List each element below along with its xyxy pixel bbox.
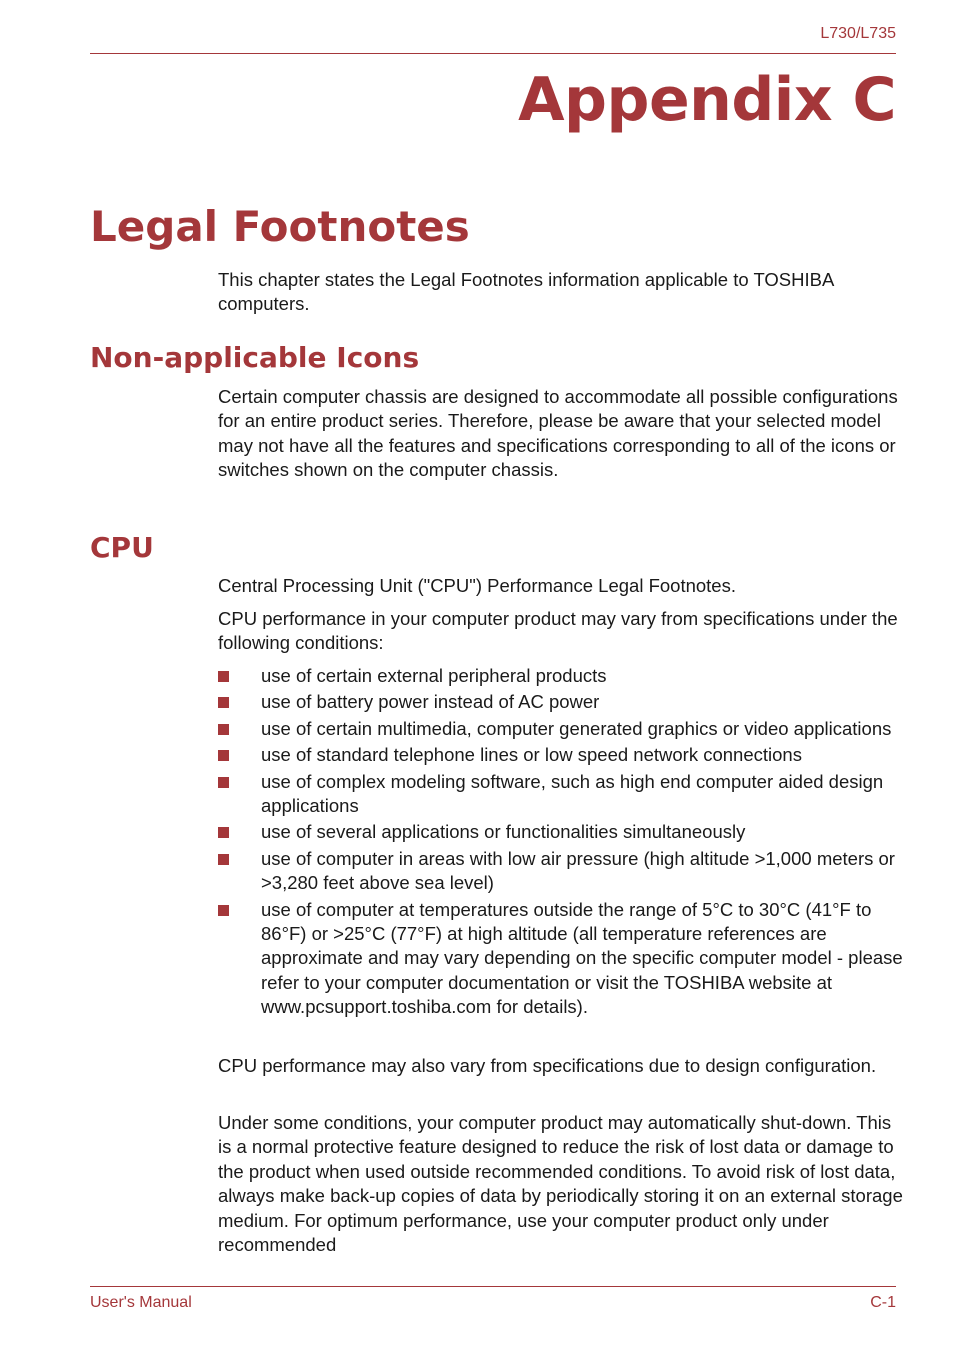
list-item-text: use of battery power instead of AC power	[261, 691, 600, 713]
bullet-square-icon	[218, 827, 229, 838]
bullet-square-icon	[218, 671, 229, 682]
chapter-title: Legal Footnotes	[90, 202, 470, 251]
bullet-square-icon	[218, 777, 229, 788]
list-item-text: use of certain external peripheral products	[261, 665, 607, 686]
list-item	[218, 847, 908, 896]
bullet-square-icon	[218, 750, 229, 761]
footer-divider	[90, 1286, 896, 1287]
list-item	[218, 898, 908, 1020]
bullet-square-icon	[218, 724, 229, 735]
list-item-text: use of several applications or functionalities simultaneously	[261, 821, 746, 843]
list-item-text: use of standard telephone lines or low speed network connections	[261, 744, 802, 766]
bullet-square-icon	[218, 697, 229, 708]
appendix-title: Appendix C	[518, 65, 896, 135]
list-item-text: use of complex modeling software, such as high end computer aided design applications	[261, 770, 884, 817]
intro-paragraph: This chapter states the Legal Footnotes information applicable to TOSHIBA computers.	[218, 269, 834, 315]
cpu-paragraph-3: CPU performance may also vary from specifications due to design configuration.	[218, 1055, 877, 1076]
list-item	[218, 664, 908, 688]
non-applicable-icons-paragraph: Certain computer chassis are designed to accommodate all possible configurations for an entire product series. Therefore, please be aware that your selected model may not have all the features and specifications corresponding to all of the icons or switches shown on the computer chassis.	[218, 386, 898, 481]
cpu-paragraph-4: Under some conditions, your computer product may automatically shut-down. This is a normal protective feature designed to reduce the risk of lost data or damage to the product when used outside recommended conditions. To avoid risk of lost data, always make back-up copies of data by periodically storing it on an external storage medium. For optimum performance, use your computer product only under recommended	[218, 1112, 903, 1256]
footer-manual-name: User's Manual	[90, 1294, 192, 1311]
cpu-conditions-list	[218, 664, 908, 1022]
model-label: L730/L735	[820, 25, 896, 42]
section-heading-cpu: CPU	[90, 531, 154, 564]
list-item-text: use of computer in areas with low air pressure (high altitude >1,000 meters or >3,280 feet above sea level)	[261, 847, 895, 894]
cpu-paragraph-2: CPU performance in your computer product may vary from specifications under the following conditions:	[218, 608, 898, 654]
list-item	[218, 743, 908, 767]
list-item	[218, 770, 908, 819]
bullet-square-icon	[218, 905, 229, 916]
bullet-square-icon	[218, 854, 229, 865]
cpu-paragraph-1: Central Processing Unit ("CPU") Performance Legal Footnotes.	[218, 575, 736, 596]
section-heading-non-applicable-icons: Non-applicable Icons	[90, 341, 420, 374]
list-item-text: use of computer at temperatures outside the range of 5°C to 30°C (41°F to 86°F) or >25°C (77°F) at high altitude (all temperature references are approximate and may vary depending on the specific computer model - please refer to your computer documentation or visit the TOSHIBA website at www.pcsupport.toshiba.com for details).	[261, 898, 903, 1018]
header-divider	[90, 53, 896, 54]
page-number: C-1	[870, 1294, 896, 1311]
list-item-text: use of certain multimedia, computer generated graphics or video applications	[261, 717, 892, 739]
list-item	[218, 690, 908, 714]
list-item	[218, 717, 908, 741]
list-item	[218, 820, 908, 844]
